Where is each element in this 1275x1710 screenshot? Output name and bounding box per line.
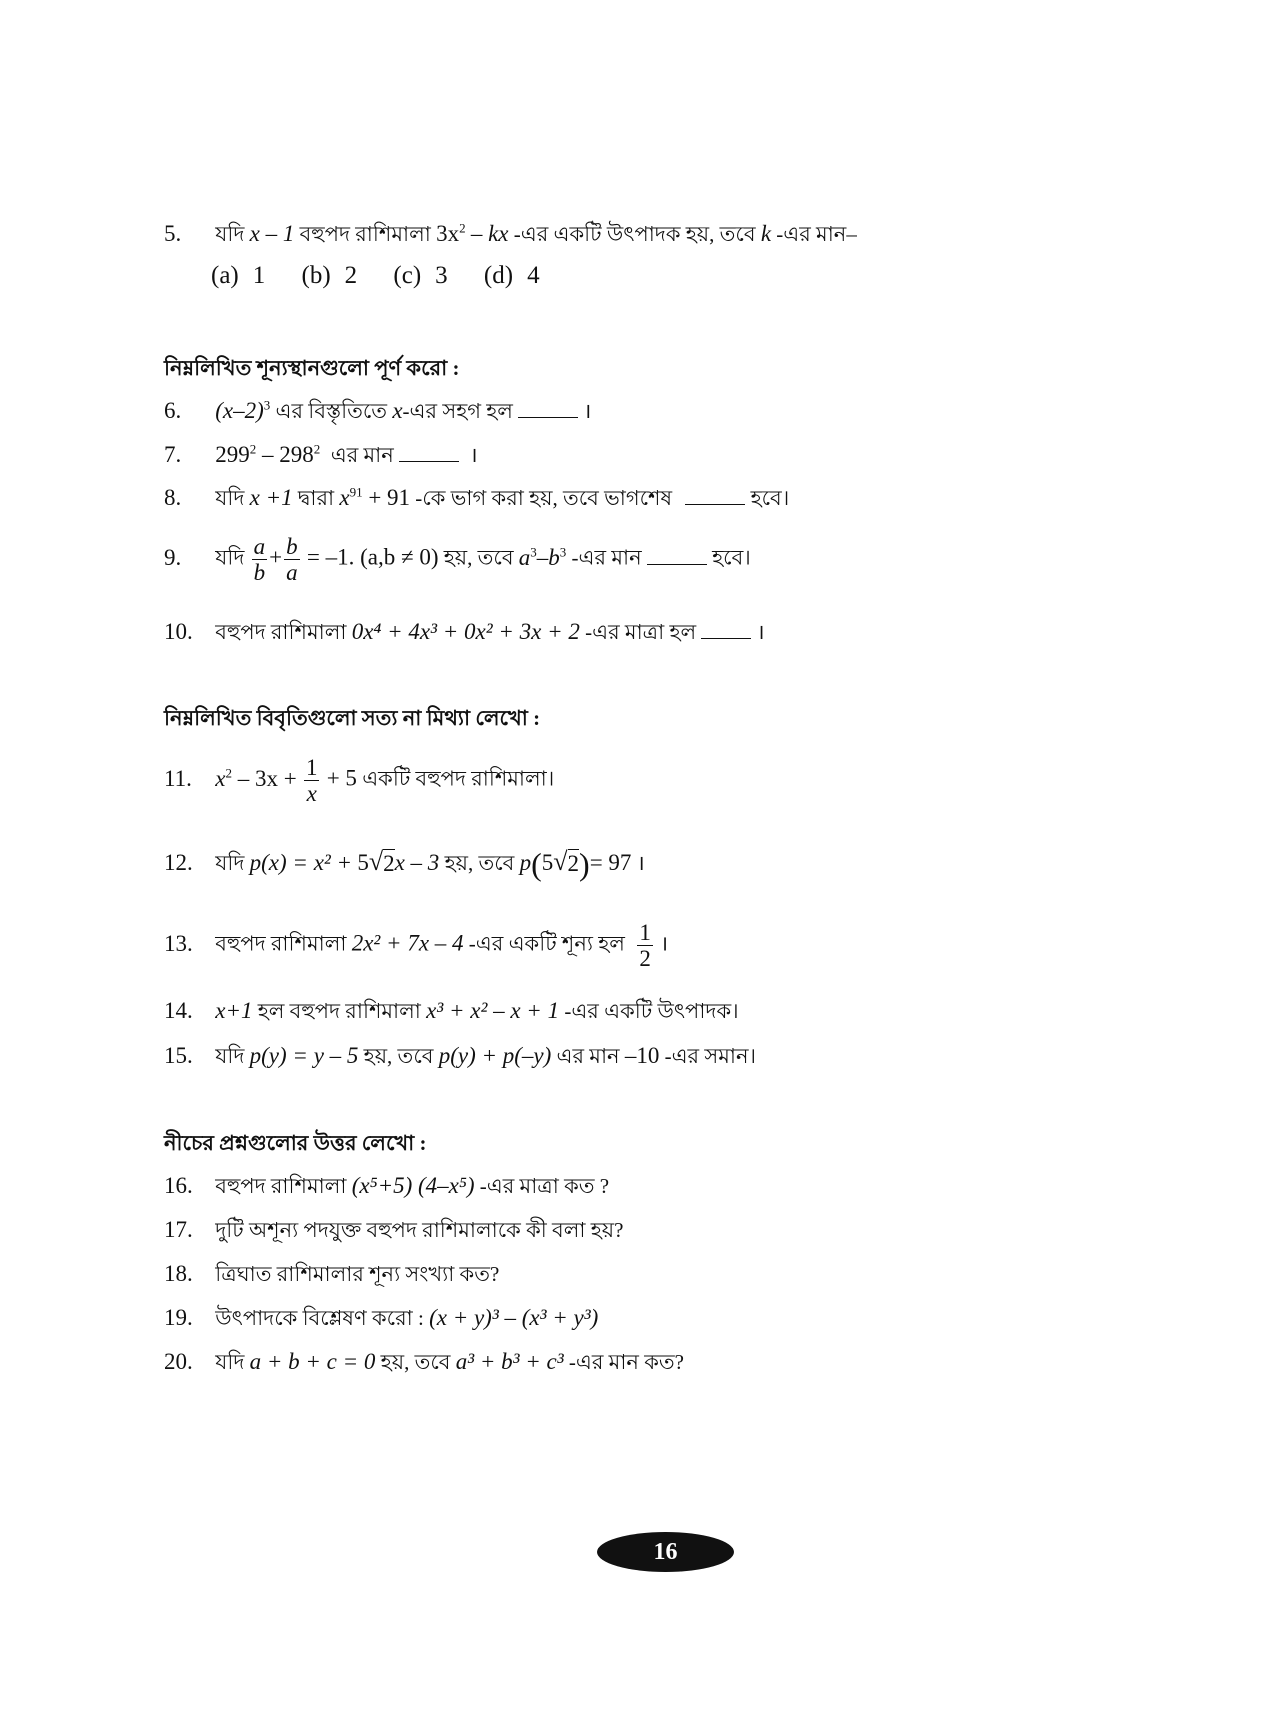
question-6 (164, 395, 591, 430)
answer-blank (518, 399, 578, 418)
text: হয়, তবে (443, 545, 514, 570)
fraction: $\frac{a}{b}$ (253, 534, 266, 586)
question-20 (164, 1346, 684, 1381)
section-heading-true-false: নিম্নলিখিত বিবৃতিগুলো সত্য না মিথ্যা লেখো : (164, 706, 541, 730)
text: এর মান (330, 443, 394, 467)
text: যদি (215, 1350, 245, 1374)
question-14 (164, 995, 739, 1030)
text: বহুপদ রাশিমালা (215, 620, 347, 644)
text: যদি (215, 850, 245, 875)
question-number: 16. (164, 1173, 193, 1198)
math: $(x-2)^3$ (215, 397, 271, 423)
question-number: 19. (164, 1305, 193, 1330)
text: । (756, 620, 765, 644)
question-number: 9. (164, 544, 182, 570)
text: ত্রিঘাত রাশিমালার শূন্য সংখ্যা কত? (215, 1262, 500, 1286)
answer-blank (685, 486, 745, 505)
text: -এর সমান। (664, 1044, 757, 1068)
page-number: 16 (597, 1532, 734, 1572)
text: । (636, 850, 645, 875)
math: a + b + c = 0 (249, 1349, 376, 1374)
question-12 (164, 846, 645, 883)
question-number: 6. (164, 398, 182, 423)
math: x – 1 (249, 221, 295, 246)
text: হবে। (712, 545, 751, 570)
math: x +1 (249, 485, 293, 510)
question-18 (164, 1258, 499, 1293)
question-number: 18. (164, 1261, 193, 1286)
math: a³ + b³ + c³ (455, 1349, 564, 1374)
answer-blank (701, 620, 751, 639)
math: x (392, 398, 403, 423)
question-11 (164, 755, 554, 807)
math: x+1 (215, 998, 253, 1023)
math: 2x² + 7x – 4 (351, 930, 464, 956)
text: এর মান (556, 1044, 620, 1068)
question-number: 7. (164, 442, 182, 467)
section-heading-fill-blanks: নিম্নলিখিত শূন্যস্থানগুলো পূর্ণ করো : (164, 356, 460, 380)
question-number: 13. (164, 930, 193, 956)
math: p(y) + p(–y) (438, 1043, 552, 1068)
text: হল বহুপদ রাশিমালা (257, 999, 421, 1023)
question-8 (164, 482, 789, 517)
math: + 5 (326, 765, 357, 791)
question-13 (164, 920, 668, 972)
option-c: (c) 3 (393, 262, 448, 289)
math: x³ + x² – x + 1 (426, 998, 560, 1023)
question-number: 20. (164, 1349, 193, 1374)
question-number: 11. (164, 765, 192, 791)
math: (x + y)³ – (x³ + y³) (429, 1305, 599, 1330)
math: + (269, 544, 283, 570)
text: -এর মাত্রা হল (585, 620, 697, 644)
text: যদি (215, 545, 245, 570)
text: হয়, তবে (380, 1350, 451, 1374)
text: । (660, 931, 669, 956)
options-row (211, 262, 570, 290)
text: একটি বহুপদ রাশিমালা। (362, 766, 555, 791)
text: হয়, তবে (363, 1044, 434, 1068)
question-number: 10. (164, 619, 193, 644)
answer-blank (647, 546, 707, 565)
fraction: $\frac{1}{x}$ (305, 755, 318, 807)
text: উৎপাদকে বিশ্লেষণ করো : (215, 1306, 424, 1330)
math: $3x^2$ (436, 220, 466, 246)
text: এর বিস্তৃতিতে (275, 399, 388, 423)
text: । (583, 399, 592, 423)
question-16 (164, 1170, 609, 1205)
question-9 (164, 534, 751, 586)
answer-blank (399, 443, 459, 462)
text: বহুপদ রাশিমালা (215, 931, 347, 956)
question-number: 14. (164, 998, 193, 1023)
text: । (469, 443, 478, 467)
question-17 (164, 1214, 623, 1249)
question-7 (164, 439, 478, 474)
text: যদি (215, 1044, 245, 1068)
question-number: 8. (164, 485, 182, 510)
text: -এর মান– (776, 222, 857, 246)
text: যদি (215, 486, 245, 510)
math: –10 (624, 1043, 660, 1068)
question-number: 5. (164, 221, 182, 246)
question-5 (164, 218, 857, 253)
text: -এর একটি উৎপাদক হয়, তবে (513, 222, 756, 246)
math: 0x⁴ + 4x³ + 0x² + 3x + 2 (351, 619, 580, 644)
text: বহুপদ রাশিমালা (299, 222, 431, 246)
math: (x⁵+5) (4–x⁵) (351, 1173, 475, 1198)
fraction: $\frac{1}{2}$ (639, 920, 651, 972)
question-number: 17. (164, 1217, 193, 1242)
text: -এর মাত্রা কত ? (479, 1174, 610, 1198)
text: বহুপদ রাশিমালা (215, 1174, 347, 1198)
question-15 (164, 1040, 756, 1075)
math: $x^{91} + 91$ (339, 484, 411, 510)
text: -এর মান কত? (568, 1350, 684, 1374)
fraction: $\frac{b}{a}$ (286, 534, 298, 586)
text: -এর সহগ হল (402, 399, 513, 423)
math: = –1. (a,b ≠ 0) (306, 544, 439, 570)
question-19 (164, 1302, 598, 1337)
text: -এর একটি শূন্য হল (468, 931, 625, 956)
question-10 (164, 616, 765, 651)
option-a: (a) 1 (211, 262, 266, 289)
math: $a^3-b^3$ (518, 543, 567, 570)
text: -এর একটি উৎপাদক। (564, 999, 739, 1023)
math: p(x) = x² + (249, 849, 353, 875)
math: $299^2 - 298^2$ (215, 441, 321, 467)
text: দ্বারা (297, 486, 335, 510)
text: দুটি অশূন্য পদযুক্ত বহুপদ রাশিমালাকে কী বলা হয়? (215, 1218, 624, 1242)
text: হয়, তবে (444, 850, 515, 875)
text: যদি (215, 222, 245, 246)
math: p(5 √ 2 )= 97 (519, 846, 632, 882)
option-b: (b) 2 (301, 262, 358, 289)
math: – kx (470, 221, 509, 246)
math: p(y) = y – 5 (249, 1043, 359, 1068)
question-number: 12. (164, 849, 193, 875)
math: $x^2 - 3x$ + (215, 764, 297, 791)
section-heading-answer: নীচের প্রশ্নগুলোর উত্তর লেখো : (164, 1131, 427, 1155)
question-number: 15. (164, 1043, 193, 1068)
text: হবে। (750, 486, 790, 510)
option-d: (d) 4 (483, 262, 540, 289)
text: -এর মান (571, 545, 642, 570)
text: -কে ভাগ করা হয়, তবে ভাগশেষ (415, 486, 673, 510)
math: 5 √ 2 x – 3 (357, 846, 440, 876)
math: k (760, 221, 772, 246)
